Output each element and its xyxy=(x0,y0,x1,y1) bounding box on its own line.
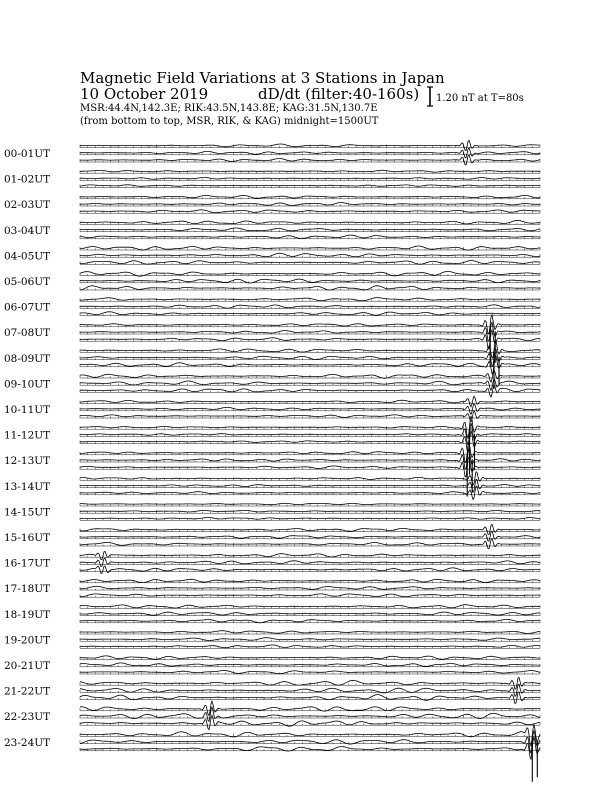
hour-row xyxy=(4,170,540,187)
chart-title: Magnetic Field Variations at 3 Stations in Japan xyxy=(80,69,445,87)
chart-quantity: dD/dt (filter:40-160s) xyxy=(258,85,420,103)
station-order-note: (from bottom to top, MSR, RIK, & KAG) midnight=1500UT xyxy=(80,116,379,127)
hour-row-label: 12-13UT xyxy=(4,455,51,468)
hour-row-label: 23-24UT xyxy=(4,736,51,749)
hour-row-label: 22-23UT xyxy=(4,711,51,724)
trace-rik-series xyxy=(80,531,540,541)
hour-row-label: 13-14UT xyxy=(4,480,51,493)
trace-kag-series xyxy=(80,370,540,382)
hour-row xyxy=(4,443,540,477)
hour-row xyxy=(4,503,540,520)
trace-rik-series xyxy=(80,404,540,415)
hour-row xyxy=(4,579,540,597)
hour-row xyxy=(4,631,540,649)
hour-row xyxy=(4,701,540,730)
station-coordinates: MSR:44.4N,142.3E; RIK:43.5N,143.8E; KAG:31.5N,130.7E xyxy=(80,103,378,114)
hour-row xyxy=(4,605,540,623)
hour-row-label: 07-08UT xyxy=(4,327,51,340)
hour-row-label: 08-09UT xyxy=(4,352,51,365)
hour-row-label: 11-12UT xyxy=(4,429,51,442)
hour-row-label: 03-04UT xyxy=(4,224,51,237)
hour-row xyxy=(4,678,540,704)
trace-msr-series xyxy=(80,566,540,573)
hour-row xyxy=(4,140,540,165)
hour-row-label: 17-18UT xyxy=(4,583,51,596)
trace-rik-series xyxy=(80,148,540,158)
trace-kag-series xyxy=(80,140,540,150)
hour-row-label: 01-02UT xyxy=(4,173,51,186)
trace-kag-series xyxy=(80,472,540,485)
trace-kag-series xyxy=(80,396,540,407)
trace-msr-series xyxy=(80,155,540,165)
scale-bar xyxy=(427,87,433,106)
hour-row-label: 18-19UT xyxy=(4,608,51,621)
hour-row-label: 10-11UT xyxy=(4,404,51,416)
trace-baseline-rik xyxy=(80,613,540,616)
hour-row-label: 02-03UT xyxy=(4,199,51,212)
hour-rows xyxy=(4,140,540,782)
hour-row-label: 19-20UT xyxy=(4,634,51,647)
hour-row xyxy=(4,315,540,349)
hour-row-label: 04-05UT xyxy=(4,250,51,263)
hour-row-label: 20-21UT xyxy=(4,660,51,672)
hour-row xyxy=(4,656,540,674)
hour-row xyxy=(4,551,540,573)
hour-row xyxy=(4,472,540,500)
hour-row xyxy=(4,416,540,453)
hour-row-label: 16-17UT xyxy=(4,557,51,570)
hour-row xyxy=(4,220,540,238)
scale-bar-label: 1.20 nT at T=80s xyxy=(436,93,524,104)
trace-baseline-rik xyxy=(80,254,540,257)
trace-msr-series xyxy=(80,486,540,499)
hour-row-label: 05-06UT xyxy=(4,276,51,288)
hour-row-label: 06-07UT xyxy=(4,301,51,314)
hour-row-label: 15-16UT xyxy=(4,532,51,544)
trace-kag-series xyxy=(80,678,540,690)
hour-row-label: 00-01UT xyxy=(4,148,51,160)
trace-msr-series xyxy=(80,692,540,704)
trace-rik-series xyxy=(80,479,540,492)
hour-row xyxy=(4,725,540,760)
hour-row xyxy=(4,271,540,290)
hour-row-label: 09-10UT xyxy=(4,378,51,391)
chart-date: 10 October 2019 xyxy=(80,85,209,103)
hour-row xyxy=(4,396,540,422)
hour-row xyxy=(4,246,540,264)
hour-row xyxy=(4,195,540,213)
hour-row-label: 14-15UT xyxy=(4,506,51,519)
hour-row xyxy=(4,524,540,548)
hour-row xyxy=(4,370,540,397)
hour-row-label: 21-22UT xyxy=(4,685,51,698)
hour-row xyxy=(4,341,540,374)
hour-row xyxy=(4,298,540,316)
